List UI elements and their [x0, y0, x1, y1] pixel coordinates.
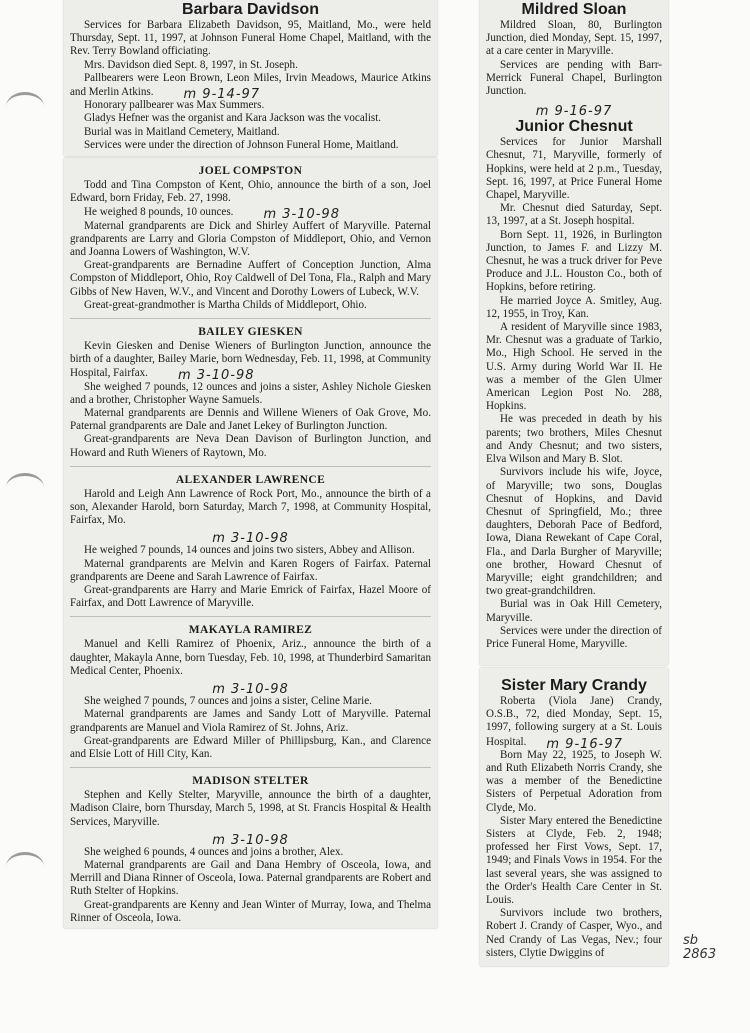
margin-note-line: sb [683, 933, 699, 948]
divider [70, 466, 431, 467]
divider [70, 616, 431, 617]
crandy-paragraph: Born May 22, 1925, to Joseph W. and Ruth Elizabeth Norris Crandy, she was a member of the Benedictine Sisters of Perpetual Adoration from Clyde, Mo. [486, 748, 662, 814]
crandy-text: Roberta (Viola Jane) Crandy, O.S.B., 72, died Monday, Sept. 15, 1997, following surgery at a St. Louis Hospital. [486, 695, 662, 748]
handwritten-date-note: m 3-10-98 [212, 832, 289, 848]
chesnut-paragraph: Services were under the direction of Price Funeral Home, Maryville. [486, 624, 662, 650]
handwritten-date-note: m 3-10-98 [263, 207, 340, 223]
birth-paragraph: She weighed 7 pounds, 12 ounces and joins a sister, Ashley Nichole Giesken and a brother, Christopher Wayne Samuels. [70, 380, 431, 406]
birth-paragraph: Great-great-grandmother is Martha Childs of Middleport, Ohio. [84, 298, 367, 311]
birth-title: BAILEY GIESKEN [198, 326, 303, 339]
birth-announcement-compston [70, 164, 431, 312]
crandy-obituary-clipping [480, 668, 668, 966]
birth-paragraph: He weighed 7 pounds, 14 ounces and joins two sisters, Abbey and Allison. [84, 544, 415, 557]
handwritten-date-note: m 3-10-98 [212, 682, 289, 698]
handwritten-date-note: m 9-14-97 [183, 87, 261, 103]
handwritten-date-note: m 9-16-97 [535, 104, 613, 120]
chesnut-paragraph: Burial was in Oak Hill Cemetery, Maryville. [486, 598, 662, 624]
birth-paragraph: Great-grandparents are Harry and Marie Emrick of Fairfax, Hazel Moore of Fairfax, and Dott Lawrence of Maryville. [70, 584, 431, 610]
punch-hole-bottom [6, 852, 44, 881]
birth-paragraph: She weighed 7 pounds, 7 ounces and joins a sister, Celine Marie. [84, 695, 372, 708]
birth-announcement-giesken [70, 325, 431, 460]
birth-announcement-ramirez [70, 623, 431, 761]
birth-paragraph: Harold and Leigh Ann Lawrence of Rock Port, Mo., announce the birth of a son, Alexander Harold, born Saturday, March 7, 1998, at Community Hospital, Fairfax, Mo. [70, 487, 431, 527]
chesnut-paragraph: Born Sept. 11, 1926, in Burlington Junction, to James F. and Lizzy M. Chesnut, he was a truck driver for Peve Produce and J.L. Houston Co., both of Hopkins, before retiring. [486, 228, 662, 294]
davidson-pallbearers: Pallbearers were Leon Brown, Leon Miles, Irvin Meadows, Maurice Atkins and Merlin Atkins. [70, 71, 431, 99]
crandy-paragraph [486, 695, 662, 752]
birth-paragraph: Maternal grandparents are Dennis and Willene Wieners of Oak Grove, Mo. Paternal grandparents are Dale and Janet Lekey of Burlington Junction. [70, 407, 431, 433]
birth-title: JOEL COMPSTON [198, 165, 303, 177]
handwritten-margin-note [683, 934, 716, 962]
handwritten-date-note: m 3-10-98 [212, 531, 289, 547]
birth-title: ALEXANDER LAWRENCE [175, 473, 326, 486]
davidson-paragraph: Gladys Hefner was the organist and Kara Jackson was the vocalist. [84, 112, 382, 125]
davidson-paragraph: Services were under the direction of Johnson Funeral Home, Maitland. [84, 138, 399, 151]
chesnut-obituary [486, 104, 662, 651]
birth-title: MADISON STELTER [192, 775, 309, 788]
sloan-title: Mildred Sloan [521, 1, 627, 18]
davidson-paragraph: Burial was in Maitland Cemetery, Maitland. [84, 125, 280, 138]
birth-paragraph: Maternal grandparents are James and Sandy Lott of Maryville. Paternal grandparents are Manuel and Viola Ramirez of St. Johns, Ariz. [70, 708, 431, 734]
birth-announcement-stelter [70, 774, 431, 925]
birth-paragraph: Great-grandparents are Neva Dean Davison of Burlington Junction, and Howard and Ruth Wieners of Raytown, Mo. [70, 433, 431, 459]
davidson-paragraph: Mrs. Davidson died Sept. 8, 1997, in St. Joseph. [84, 58, 298, 71]
birth-paragraph: Stephen and Kelly Stelter, Maryville, announce the birth of a daughter, Madison Claire, born Thursday, March 5, 1998, at St. Francis Hospital & Health Services, Maryville. [70, 789, 431, 828]
divider [70, 767, 431, 768]
davidson-obituary-clipping [64, 0, 437, 156]
davidson-title: Barbara Davidson [182, 1, 319, 18]
birth-paragraph [70, 205, 431, 223]
birth-weight: He weighed 8 pounds, 10 ounces. [84, 206, 234, 219]
birth-paragraph: Todd and Tina Compston of Kent, Ohio, announce the birth of a son, Joel Edward, born Friday, Feb. 27, 1998. [70, 179, 431, 205]
sloan-paragraph: Mildred Sloan, 80, Burlington Junction, died Monday, Sept. 15, 1997, at a care center in Maryville. [486, 19, 662, 58]
davidson-paragraph: Services for Barbara Elizabeth Davidson, 95, Maitland, Mo., were held Thursday, Sept. 11, 1997, at Johnson Funeral Home Chapel, Maitland, with the Rev. Terry Bowland officiating. [70, 19, 431, 58]
chesnut-paragraph: Services for Junior Marshall Chesnut, 71, Maryville, formerly of Hopkins, were held at 2 p.m., Tuesday, Sept. 16, 1997, at Price Funeral Home Chapel, Maryville. [486, 136, 662, 202]
davidson-paragraph: Honorary pallbearer was Max Summers. [84, 99, 265, 112]
birth-paragraph: Maternal grandparents are Gail and Dana Hembry of Osceola, Iowa, and Merrill and Diana Rinner of Osceola, Iowa. Paternal grandparents are Robert and Ruth Stelter of Hopkins. [70, 858, 431, 898]
sloan-chesnut-clipping [480, 0, 668, 665]
margin-note-line: 2863 [683, 947, 717, 962]
divider [70, 318, 431, 319]
birth-paragraph: She weighed 6 pounds, 4 ounces and joins a brother, Alex. [84, 845, 344, 858]
crandy-paragraph: Survivors include two brothers, Robert J. Crandy of Casper, Wyo., and Ned Crandy of Las Vegas, Nev.; four sisters, Clytie Dwiggins of [486, 907, 662, 959]
birth-title: MAKAYLA RAMIREZ [188, 624, 313, 637]
punch-hole-middle [6, 473, 44, 502]
birth-text: Kevin Giesken and Denise Wieners of Burlington Junction, announce the birth of a daughter, Bailey Marie, born Wednesday, Feb. 11, 1998, at Community Hospital, Fairfax. [70, 340, 431, 380]
crandy-title: Sister Mary Crandy [501, 677, 647, 694]
punch-hole-top [6, 92, 44, 121]
chesnut-paragraph: He was preceded in death by his parents; two brothers, Miles Chesnut and Andy Chesnut; and two sisters, Elva Wilson and Mary B. Slot. [486, 413, 662, 466]
birth-paragraph [70, 340, 431, 384]
chesnut-paragraph: A resident of Maryville since 1983, Mr. Chesnut was a graduate of Tarkio, Mo., High School. He served in the U.S. Army during World War II. He was a member of the Glen Ulmer American Legion Post No. 288, Hopkins. [486, 321, 662, 413]
birth-paragraph: Great-grandparents are Bernadine Auffert of Conception Junction, Alma Compston of Middleport, Ohio, Roy Caldwell of Del Tona, Fla., Ralph and Mary Gibbs of New Haven, W.V., and Vincent and Dorothy Lowers of Lubeck, W.V. [70, 259, 431, 298]
sloan-paragraph: Services are pending with Barr-Merrick Funeral Chapel, Burlington Junction. [486, 58, 662, 98]
birth-announcement-lawrence [70, 473, 431, 611]
birth-paragraph: Great-grandparents are Kenny and Jean Winter of Murray, Iowa, and Thelma Rinner of Osceola, Iowa. [70, 898, 431, 924]
birth-paragraph: Great-grandparents are Edward Miller of Phillipsburg, Kan., and Clarence and Elsie Lott of Hill City, Kan. [70, 734, 431, 760]
birth-paragraph: Maternal grandparents are Melvin and Karen Rogers of Fairfax. Paternal grandparents are Deene and Sarah Lawrence of Fairfax. [70, 557, 431, 583]
handwritten-date-note: m 3-10-98 [177, 368, 255, 384]
births-clipping [64, 158, 437, 928]
handwritten-date-note: m 9-16-97 [546, 736, 623, 752]
chesnut-paragraph: Mr. Chesnut died Saturday, Sept. 13, 1997, at a St. Joseph hospital. [486, 202, 662, 228]
sloan-obituary [486, 0, 662, 98]
davidson-paragraph [70, 71, 431, 103]
birth-paragraph: Manuel and Kelli Ramirez of Phoenix, Ariz., announce the birth of a daughter, Makayla Anne, born Tuesday, Feb. 10, 1998, at Thunderbird Samaritan Medical Center, Phoenix. [70, 638, 431, 677]
chesnut-paragraph: Survivors include his wife, Joyce, of Maryville; two sons, Douglas Chesnut of Hopkins, and David Chesnut of Springfield, Mo.; three daughters, Deborah Pace of Bedford, Iowa, Diana Rewekant of Cape Coral, Fla., and Darla Burgher of Maryville; one brother, Howard Chesnut of Maryville; eight grandchildren; and two great-grandchildren. [486, 466, 662, 598]
birth-paragraph: Maternal grandparents are Dick and Shirley Auffert of Maryville. Paternal grandparents are Larry and Gloria Compston of Middleport, Ohio, and Vernon and Joanna Lowers of Washington, W.V. [70, 219, 431, 259]
chesnut-title: Junior Chesnut [515, 118, 633, 136]
crandy-paragraph: Sister Mary entered the Benedictine Sisters at Clyde, Feb. 2, 1948; professed her First Vows, Sept. 17, 1949; and Finals Vows in 1954. For the last several years, she was assigned to the Order's Health Care Center in St. Louis. [486, 814, 662, 907]
chesnut-paragraph: He married Joyce A. Smitley, Aug. 12, 1955, in Troy, Kan. [486, 294, 662, 320]
